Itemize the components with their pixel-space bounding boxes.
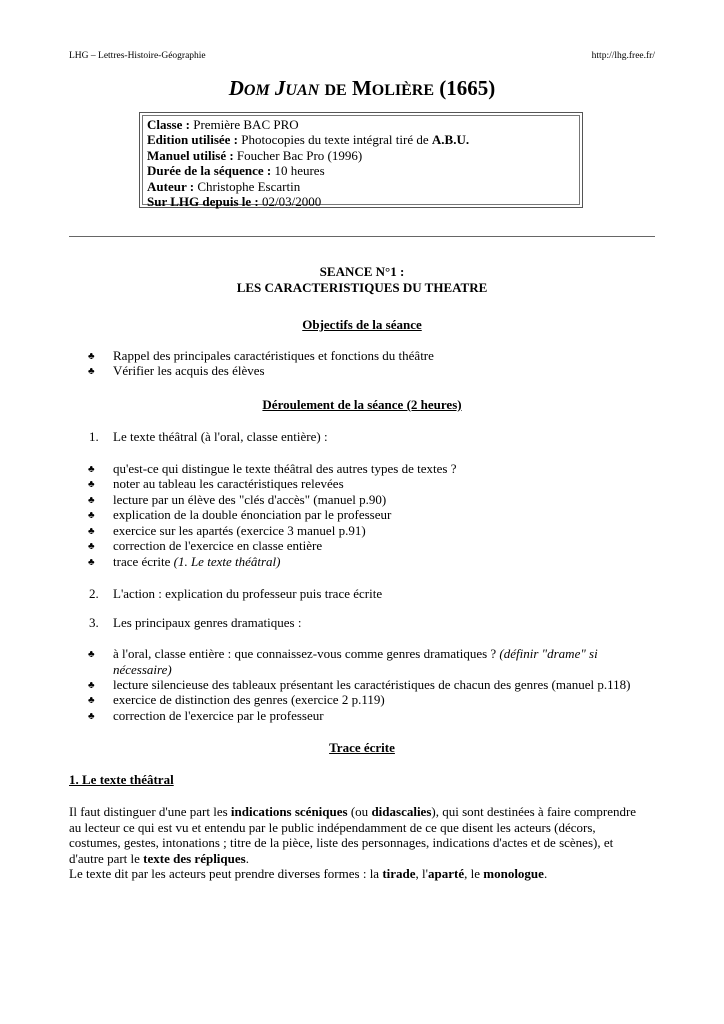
step1-item: qu'est-ce qui distingue le texte théâtral des autres types de textes ? [113, 461, 457, 476]
club-bullet-icon: ♣ [88, 464, 95, 475]
header-site-name: LHG – Lettres-Histoire-Géographie [69, 51, 206, 61]
club-bullet-icon: ♣ [88, 526, 95, 537]
objectif-item: Rappel des principales caractéristiques et fonctions du théâtre [113, 348, 434, 363]
info-date: Sur LHG depuis le : 02/03/2000 [147, 194, 322, 210]
document-title: DOM JUAN DE MOLIÈRE (1665) [228, 76, 496, 100]
step1-item: lecture par un élève des "clés d'accès" (manuel p.90) [113, 492, 387, 507]
step-text: Le texte théâtral (à l'oral, classe entière) : [113, 429, 328, 444]
trace-subheading: 1. Le texte théâtral [69, 772, 174, 787]
club-bullet-icon: ♣ [88, 711, 95, 722]
course-info-box [139, 112, 583, 208]
club-bullet-icon: ♣ [88, 510, 95, 521]
club-bullet-icon: ♣ [88, 541, 95, 552]
club-bullet-icon: ♣ [88, 495, 95, 506]
club-bullet-icon: ♣ [88, 351, 95, 362]
objectif-item: Vérifier les acquis des élèves [113, 363, 265, 378]
info-duree: Durée de la séquence : 10 heures [147, 163, 325, 179]
step1-item: explication de la double énonciation par le professeur [113, 507, 392, 522]
step-number: 2. [89, 586, 99, 601]
step-number: 1. [89, 429, 99, 444]
horizontal-divider [69, 236, 655, 237]
step1-item: trace écrite (1. Le texte théâtral) [113, 554, 281, 569]
club-bullet-icon: ♣ [88, 695, 95, 706]
trace-paragraph: Il faut distinguer d'une part les indications scéniques (ou didascalies), qui sont destinées à faire comprendre au lecteur ce qui est vu et entendu par le public indépendamment de ce que disent les acteurs (décors, costumes, gestes, intonations ; titre de la pièce, liste des personnages, indications d'actes et de scènes), et d'autre part le texte des répliques. Le texte dit par les acteurs peut prendre diverses formes : la tirade, l'aparté, le monologue. [69, 804, 637, 881]
seance-number: SEANCE N°1 : [319, 264, 405, 279]
deroulement-heading: Déroulement de la séance (2 heures) [262, 397, 462, 412]
info-edition: Edition utilisée : Photocopies du texte intégral tiré de A.B.U. [147, 132, 470, 148]
step-number: 3. [89, 615, 99, 630]
club-bullet-icon: ♣ [88, 680, 95, 691]
step3-item: exercice de distinction des genres (exercice 2 p.119) [113, 692, 385, 707]
info-manuel: Manuel utilisé : Foucher Bac Pro (1996) [147, 147, 363, 163]
club-bullet-icon: ♣ [88, 557, 95, 568]
club-bullet-icon: ♣ [88, 366, 95, 377]
header-url: http://lhg.free.fr/ [591, 51, 655, 61]
objectifs-heading: Objectifs de la séance [302, 317, 422, 332]
step-text: Les principaux genres dramatiques : [113, 615, 302, 630]
club-bullet-icon: ♣ [88, 479, 95, 490]
step-text: L'action : explication du professeur puis trace écrite [113, 586, 383, 601]
step1-item: correction de l'exercice en classe entière [113, 538, 323, 553]
info-classe: Classe : Première BAC PRO [147, 117, 299, 132]
seance-title: LES CARACTERISTIQUES DU THEATRE [236, 280, 488, 295]
club-bullet-icon: ♣ [88, 649, 95, 660]
step3-item: correction de l'exercice par le professeur [113, 708, 324, 723]
trace-heading: Trace écrite [329, 740, 395, 755]
step3-item: à l'oral, classe entière : que connaissez-vous comme genres dramatiques ? (définir "drame" si nécessaire) [113, 646, 598, 677]
step3-item: lecture silencieuse des tableaux présentant les caractéristiques de chacun des genres (manuel p.118) [113, 677, 631, 692]
info-auteur: Auteur : Christophe Escartin [147, 178, 301, 194]
step1-item: exercice sur les apartés (exercice 3 manuel p.91) [113, 523, 366, 538]
step1-item: noter au tableau les caractéristiques relevées [113, 476, 344, 491]
